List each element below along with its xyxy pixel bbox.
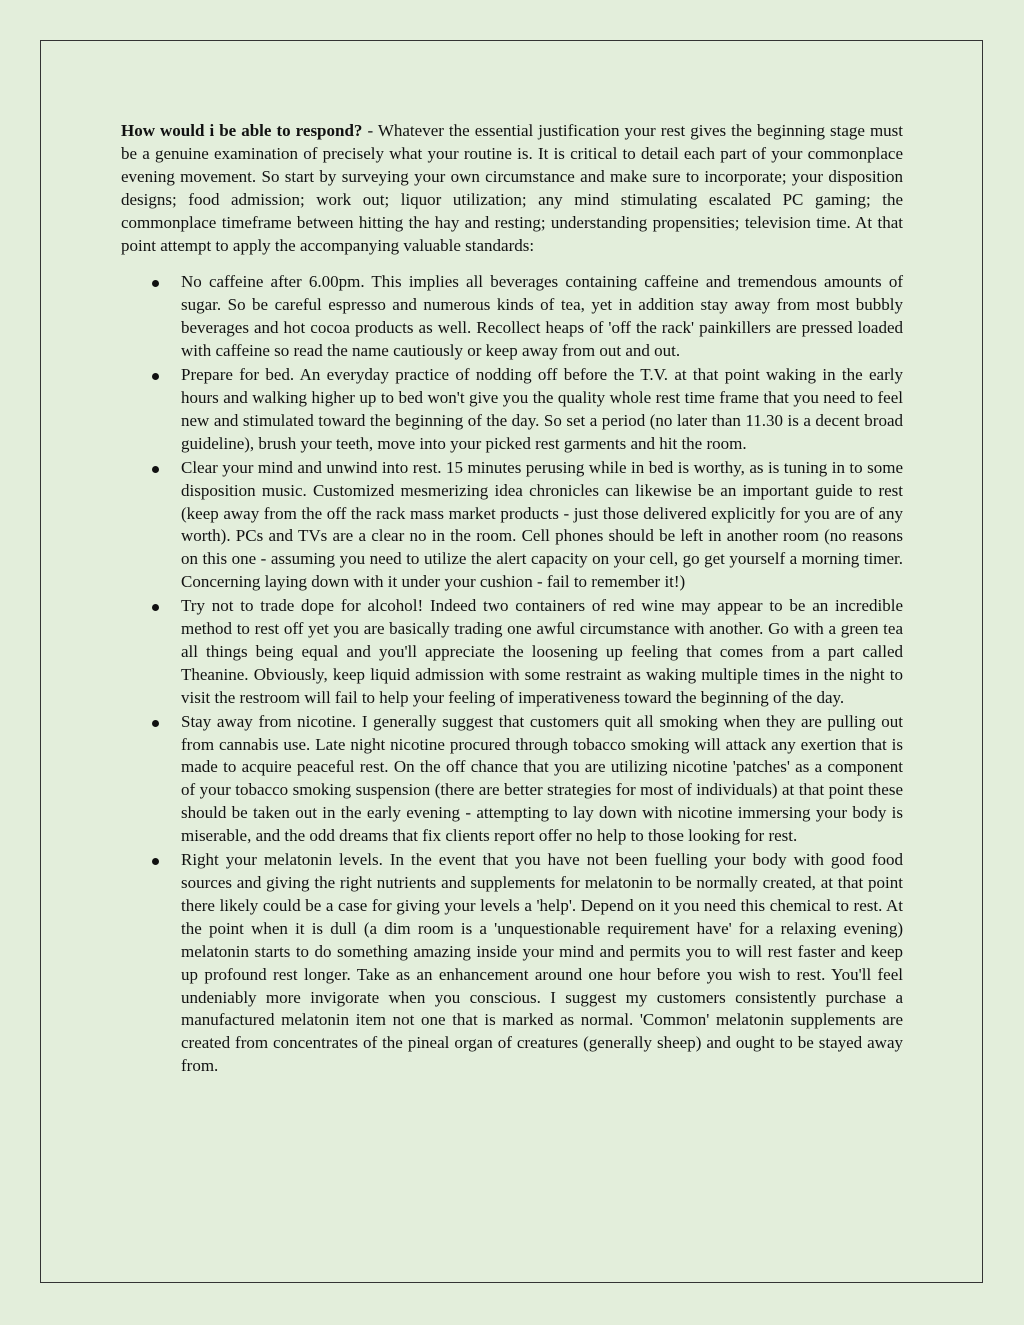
- list-item: [121, 711, 903, 848]
- bullet-icon: [152, 373, 159, 380]
- list-item: [121, 595, 903, 710]
- bullet-icon: [152, 720, 159, 727]
- intro-paragraph: [121, 120, 903, 257]
- list-item-text: Right your melatonin levels. In the event that you have not been fuelling your body with good food sources and giving the right nutrients and supplements for melatonin to be normally created, at that point there likely could be a case for giving your levels a 'help'. Depend on it you need this chemical to rest. At the point when it is dull (a dim room is a 'unquestionable requirement have' for a relaxing evening) melatonin starts to do something amazing inside your mind and permits you to will rest faster and keep up profound rest longer. Take as an enhancement around one hour before you wish to rest. You'll feel undeniably more invigorate when you conscious. I suggest my customers consistently purchase a manufactured melatonin item not one that is marked as normal. 'Common' melatonin supplements are created from concentrates of the pineal organ of creatures (generally sheep) and ought to be stayed away from.: [181, 850, 903, 1076]
- list-item: [121, 364, 903, 456]
- bullet-icon: [152, 466, 159, 473]
- bullet-icon: [152, 604, 159, 611]
- bullet-list: [121, 271, 903, 1078]
- list-item-text: Prepare for bed. An everyday practice of nodding off before the T.V. at that point waking in the early hours and walking higher up to bed won't give you the quality whole rest time frame that you need to feel new and stimulated toward the beginning of the day. So set a period (no later than 11.30 is a decent broad guideline), brush your teeth, move into your picked rest garments and hit the room.: [181, 365, 903, 453]
- list-item-text: Clear your mind and unwind into rest. 15 minutes perusing while in bed is worthy, as is tuning in to some disposition music. Customized mesmerizing idea chronicles can likewise be an important guide to rest (keep away from the off the rack mass market products - just those delivered explicitly for you are of any worth). PCs and TVs are a clear no in the room. Cell phones should be left in another room (no reasons on this one - assuming you need to utilize the alert capacity on your cell, go get yourself a morning timer. Concerning laying down with it under your cushion - fail to remember it!): [181, 457, 903, 592]
- list-item-text: Try not to trade dope for alcohol! Indeed two containers of red wine may appear to be an incredible method to rest off yet you are basically trading one awful circumstance with another. Go with a green tea all things being equal and you'll appreciate the loosening up feeling that comes from a part called Theanine. Obviously, keep liquid admission with some restraint as waking multiple times in the night to visit the restroom will fail to help your feeling of imperativeness toward the beginning of the day.: [181, 596, 903, 707]
- document-body: [121, 120, 903, 1079]
- bullet-icon: [152, 858, 159, 865]
- intro-question: How would i be able to respond?: [121, 121, 363, 140]
- intro-text: - Whatever the essential justification your rest gives the beginning stage must be a genuine examination of precisely what your routine is. It is critical to detail each part of your commonplace evening movement. So start by surveying your own circumstance and make sure to incorporate; your disposition designs; food admission; work out; liquor utilization; any mind stimulating escalated PC gaming; the commonplace timeframe between hitting the hay and resting; understanding propensities; television time. At that point attempt to apply the accompanying valuable standards:: [121, 121, 904, 255]
- bullet-icon: [152, 280, 159, 287]
- list-item: [121, 457, 903, 594]
- list-item: [121, 271, 903, 363]
- list-item: [121, 849, 903, 1078]
- list-item-text: Stay away from nicotine. I generally suggest that customers quit all smoking when they are pulling out from cannabis use. Late night nicotine procured through tobacco smoking will attack any exertion that is made to acquire peaceful rest. On the off chance that you are utilizing nicotine 'patches' as a component of your tobacco smoking suspension (there are better strategies for most of individuals) at that point these should be taken out in the early evening - attempting to lay down with nicotine immersing your body is miserable, and the odd dreams that fix clients report offer no help to those looking for rest.: [181, 711, 903, 846]
- list-item-text: No caffeine after 6.00pm. This implies all beverages containing caffeine and tremendous amounts of sugar. So be careful espresso and numerous kinds of tea, yet in addition stay away from most bubbly beverages and hot cocoa products as well. Recollect heaps of 'off the rack' painkillers are pressed loaded with caffeine so read the name cautiously or keep away from out and out.: [181, 272, 903, 361]
